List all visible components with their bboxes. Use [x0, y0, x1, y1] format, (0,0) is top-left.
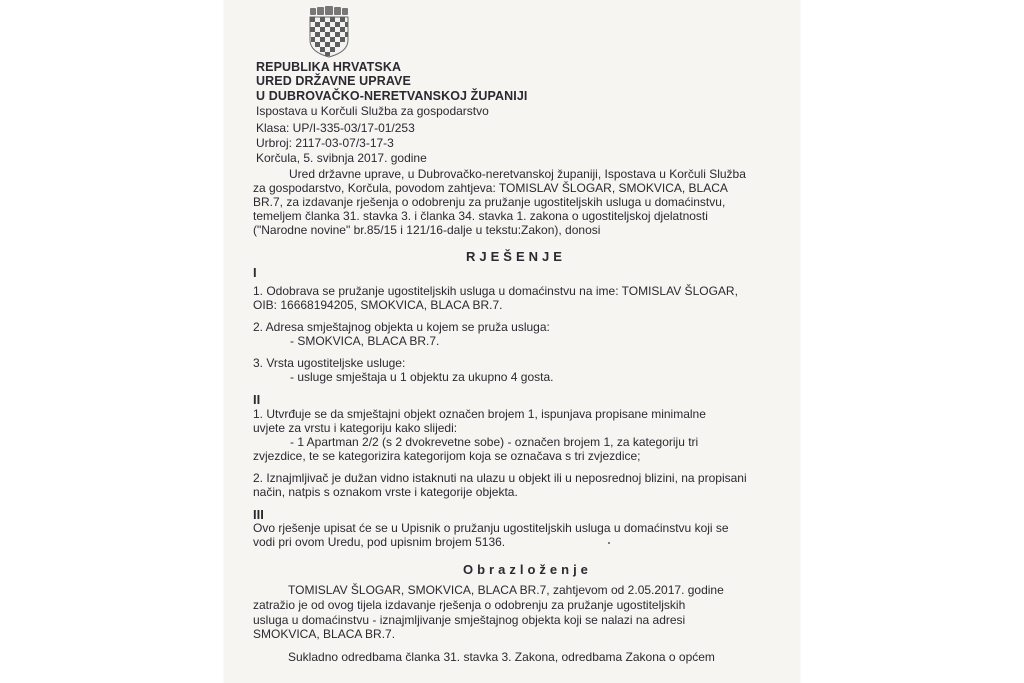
intro-line: Ured državne uprave, u Dubrovačko-neretvanskoj županiji, Ispostava u Korčuli Služba [289, 167, 746, 181]
reasoning-line: usluga u domaćinstvu - iznajmljivanje smještajnog objekta koji se nalazi na adresi [253, 613, 686, 627]
section-1-item-3-line: 3. Vrsta ugostiteljske usluge: [253, 356, 406, 370]
section-2-item-2-line: način, natpis s oznakom vrste i kategorije objekta. [253, 485, 518, 499]
ink-speck [608, 542, 610, 544]
section-1-item-2-line: - SMOKVICA, BLACA BR.7. [290, 334, 440, 348]
reasoning-line: zatražio je od ovog tijela izdavanje rješenja o odobrenju za pružanje ugostiteljskih [253, 598, 686, 612]
intro-line: za gospodarstvo, Korčula, povodom zahtjeva: TOMISLAV ŠLOGAR, SMOKVICA, BLACA [253, 181, 728, 195]
section-1-item-1-line: 1. Odobrava se pružanje ugostiteljskih usluga u domaćinstvu na ime: TOMISLAV ŠLOGAR, [253, 284, 738, 298]
intro-line: ("Narodne novine" br.85/15 i 121/16-dalje u tekstu:Zakon), donosi [253, 223, 601, 237]
section-1-item-3-line: - usluge smještaja u 1 objektu za ukupno 4 gosta. [290, 370, 554, 384]
section-2-item-1-line: - 1 Apartman 2/2 (s 2 dvokrevetne sobe) - označen brojem 1, za kategoriju tri [290, 435, 699, 449]
reasoning-line: SMOKVICA, BLACA BR.7. [253, 627, 396, 641]
header-line-2: URED DRŽAVNE UPRAVE [256, 74, 411, 88]
header-urbroj: Urbroj: 2117-03-07/3-17-3 [256, 136, 394, 150]
section-1-item-1-line: OIB: 16668194205, SMOKVICA, BLACA BR.7. [253, 298, 503, 312]
section-3-numeral: III [253, 507, 264, 522]
section-3-line: vodi pri ovom Uredu, pod upisnim brojem 5136. [253, 535, 506, 549]
section-2-numeral: II [253, 392, 261, 407]
header-klasa: Klasa: UP/I-335-03/17-01/253 [256, 121, 415, 135]
section-3-line: Ovo rješenje upisat će se u Upisnik o pružanju ugostiteljskih usluga u domaćinstvu koji se [253, 521, 729, 535]
section-2-item-1-line: 1. Utvrđuje se da smještajni objekt označen brojem 1, ispunjava propisane minimalne [253, 407, 706, 421]
header-office: Ispostava u Korčuli Služba za gospodarstvo [256, 104, 489, 118]
section-2-item-1-line: zvjezdice, te se kategorizira kategorijom koja se označava s tri zvjezdice; [253, 449, 641, 463]
reasoning-line: TOMISLAV ŠLOGAR, SMOKVICA, BLACA BR.7, zahtjevom od 2.05.2017. godine [288, 583, 724, 597]
section-2-item-2-line: 2. Iznajmljivač je dužan vidno istaknuti na ulazu u objekt ili u neposrednoj blizini, na propisani [253, 471, 747, 485]
document-title: RJEŠENJE [466, 249, 566, 264]
header-line-3: U DUBROVAČKO-NERETVANSKOJ ŽUPANIJI [256, 89, 528, 103]
section-2-item-1-line: uvjete za vrstu i kategoriju kako slijedi: [253, 421, 458, 435]
reasoning-title: Obrazloženje [463, 562, 592, 577]
section-1-numeral: I [253, 265, 257, 280]
intro-line: temeljem članka 31. stavka 3. i članka 34. stavka 1. zakona o ugostiteljskoj djelatnosti [253, 209, 708, 223]
intro-line: BR.7, za izdavanje rješenja o odobrenju za pružanje ugostiteljskih usluga u domaćinstvu, [253, 195, 726, 209]
croatian-coat-of-arms [306, 6, 352, 58]
header-place-date: Korčula, 5. svibnja 2017. godine [256, 151, 427, 165]
section-1-item-2-line: 2. Adresa smještajnog objekta u kojem se pruža usluga: [253, 320, 550, 334]
header-line-1: REPUBLIKA HRVATSKA [256, 60, 402, 74]
reasoning-line: Sukladno odredbama članka 31. stavka 3. Zakona, odredbama Zakona o općem [288, 650, 715, 664]
